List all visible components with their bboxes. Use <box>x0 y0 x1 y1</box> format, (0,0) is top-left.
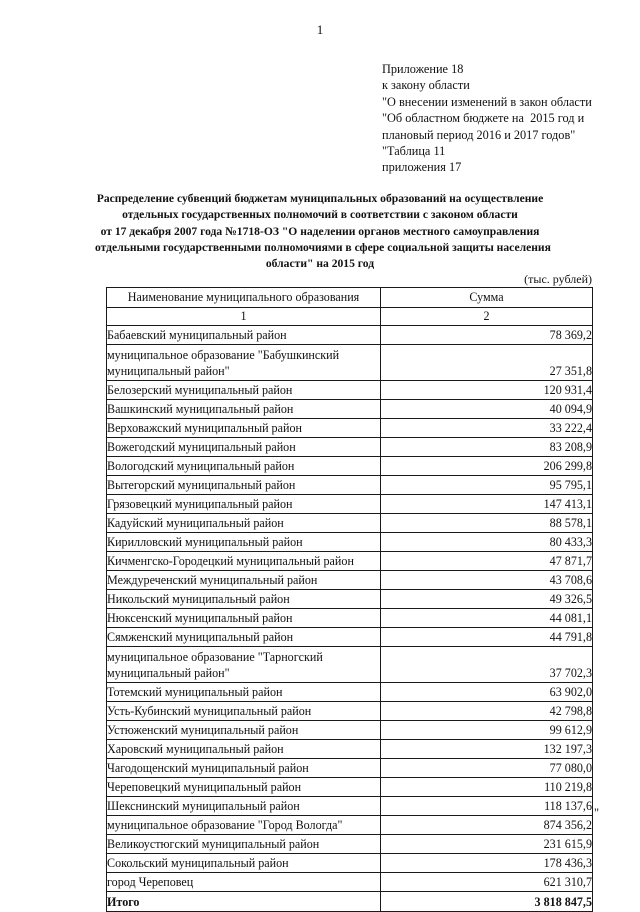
cell-sum: 147 413,1 <box>381 495 593 514</box>
cell-municipality-name: город Череповец <box>107 873 381 892</box>
cell-total-sum: 3 818 847,5 <box>381 892 593 912</box>
reference-line: к закону области <box>382 78 470 93</box>
appendix-reference-block <box>382 61 632 176</box>
column-number-1: 1 <box>107 308 381 326</box>
table-row <box>107 835 593 854</box>
cell-municipality-name: Великоустюгский муниципальный район <box>107 835 381 854</box>
cell-municipality-name: Бабаевский муниципальный район <box>107 326 381 345</box>
cell-municipality-name: Кирилловский муниципальный район <box>107 533 381 552</box>
table-body <box>107 326 593 912</box>
table-total-row <box>107 892 593 912</box>
cell-municipality-name: Чагодощенский муниципальный район <box>107 759 381 778</box>
table-header <box>107 288 593 326</box>
reference-line: приложения 17 <box>382 160 462 175</box>
cell-municipality-name: Вожегодский муниципальный район <box>107 438 381 457</box>
cell-sum: 621 310,7 <box>381 873 593 892</box>
cell-sum: 43 708,6 <box>381 571 593 590</box>
cell-municipality-name: Междуреченский муниципальный район <box>107 571 381 590</box>
cell-municipality-name: Нюксенский муниципальный район <box>107 609 381 628</box>
table-row <box>107 552 593 571</box>
cell-sum: 63 902,0 <box>381 683 593 702</box>
cell-sum: 874 356,2 <box>381 816 593 835</box>
table-row <box>107 647 593 683</box>
cell-sum: 88 578,1 <box>381 514 593 533</box>
table-row <box>107 778 593 797</box>
cell-sum: 120 931,4 <box>381 381 593 400</box>
cell-municipality-name: Харовский муниципальный район <box>107 740 381 759</box>
title-line: области" на 2015 год <box>265 257 375 271</box>
cell-municipality-name: муниципальное образование "Тарногский муниципальный район" <box>107 647 381 683</box>
cell-sum: 118 137,6 <box>381 797 593 816</box>
cell-sum: 33 222,4 <box>381 419 593 438</box>
table-row <box>107 438 593 457</box>
reference-line: "Таблица 11 <box>382 144 446 159</box>
table-row <box>107 571 593 590</box>
table-header-row <box>107 288 593 308</box>
table-row <box>107 609 593 628</box>
table-row <box>107 590 593 609</box>
table-row <box>107 683 593 702</box>
cell-sum: 178 436,3 <box>381 854 593 873</box>
table-row <box>107 854 593 873</box>
document-title <box>95 191 551 272</box>
cell-sum: 44 081,1 <box>381 609 593 628</box>
cell-municipality-name: Сокольский муниципальный район <box>107 854 381 873</box>
column-number-row <box>107 308 593 326</box>
page-number: 1 <box>316 22 324 37</box>
column-header-name: Наименование муниципального образования <box>107 288 381 308</box>
cell-sum: 206 299,8 <box>381 457 593 476</box>
cell-municipality-name: Вытегорский муниципальный район <box>107 476 381 495</box>
table-row <box>107 816 593 835</box>
table-row <box>107 457 593 476</box>
cell-total-label: Итого <box>107 892 381 912</box>
cell-municipality-name: Сямженский муниципальный район <box>107 628 381 647</box>
table-row <box>107 533 593 552</box>
cell-sum: 47 871,7 <box>381 552 593 571</box>
cell-municipality-name: Шекснинский муниципальный район <box>107 797 381 816</box>
column-number-2: 2 <box>381 308 593 326</box>
cell-municipality-name: Никольский муниципальный район <box>107 590 381 609</box>
cell-municipality-name: Кадуйский муниципальный район <box>107 514 381 533</box>
title-line: от 17 декабря 2007 года №1718-ОЗ "О наделении органов местного самоуправления <box>100 224 540 238</box>
cell-sum: 42 798,8 <box>381 702 593 721</box>
table-row <box>107 702 593 721</box>
cell-municipality-name: Череповецкий муниципальный район <box>107 778 381 797</box>
reference-line: Приложение 18 <box>382 62 464 76</box>
table-row <box>107 495 593 514</box>
table-row <box>107 759 593 778</box>
cell-sum: 132 197,3 <box>381 740 593 759</box>
table-row <box>107 326 593 345</box>
cell-sum: 99 612,9 <box>381 721 593 740</box>
cell-municipality-name: Верховажский муниципальный район <box>107 419 381 438</box>
cell-municipality-name: Тотемский муниципальный район <box>107 683 381 702</box>
cell-sum: 77 080,0 <box>381 759 593 778</box>
cell-municipality-name: Белозерский муниципальный район <box>107 381 381 400</box>
cell-municipality-name: Усть-Кубинский муниципальный район <box>107 702 381 721</box>
cell-sum: 44 791,8 <box>381 628 593 647</box>
table-row <box>107 721 593 740</box>
cell-municipality-name: муниципальное образование "Город Вологда" <box>107 816 381 835</box>
table-row <box>107 873 593 892</box>
reference-line: "О внесении изменений в закон области <box>382 94 592 109</box>
cell-municipality-name: Вашкинский муниципальный район <box>107 400 381 419</box>
title-line: отдельных государственных полномочий в соответствии с законом области <box>122 208 518 222</box>
cell-sum: 83 208,9 <box>381 438 593 457</box>
cell-sum: 37 702,3 <box>381 647 593 683</box>
table-row <box>107 740 593 759</box>
budget-table-container <box>106 287 592 912</box>
table-row <box>107 400 593 419</box>
cell-municipality-name: Кичменгско-Городецкий муниципальный район <box>107 552 381 571</box>
table-row <box>107 797 593 816</box>
cell-sum: 110 219,8 <box>381 778 593 797</box>
cell-municipality-name: муниципальное образование "Бабушкинский муниципальный район" <box>107 345 381 381</box>
reference-line: "Об областном бюджете на 2015 год и <box>382 111 585 126</box>
cell-municipality-name: Вологодский муниципальный район <box>107 457 381 476</box>
table-row <box>107 476 593 495</box>
cell-sum: 40 094,9 <box>381 400 593 419</box>
cell-sum: 27 351,8 <box>381 345 593 381</box>
budget-table <box>106 287 593 912</box>
table-row <box>107 419 593 438</box>
table-row <box>107 514 593 533</box>
title-line: Распределение субвенций бюджетам муниципальных образований на осуществление <box>96 192 544 205</box>
units-caption: (тыс. рублей) <box>524 272 592 286</box>
table-row <box>107 345 593 381</box>
cell-sum: 95 795,1 <box>381 476 593 495</box>
title-line: отдельными государственными полномочиями в сфере социальной защиты населения <box>95 240 551 254</box>
cell-sum: 80 433,3 <box>381 533 593 552</box>
cell-sum: 78 369,2 <box>381 326 593 345</box>
table-row <box>107 381 593 400</box>
column-header-sum: Сумма <box>381 288 593 308</box>
reference-line: плановый период 2016 и 2017 годов" <box>382 127 576 142</box>
cell-sum: 231 615,9 <box>381 835 593 854</box>
cell-municipality-name: Грязовецкий муниципальный район <box>107 495 381 514</box>
table-row <box>107 628 593 647</box>
cell-municipality-name: Устюженский муниципальный район <box>107 721 381 740</box>
cell-sum: 49 326,5 <box>381 590 593 609</box>
trailing-quote-mark: " <box>594 806 600 820</box>
